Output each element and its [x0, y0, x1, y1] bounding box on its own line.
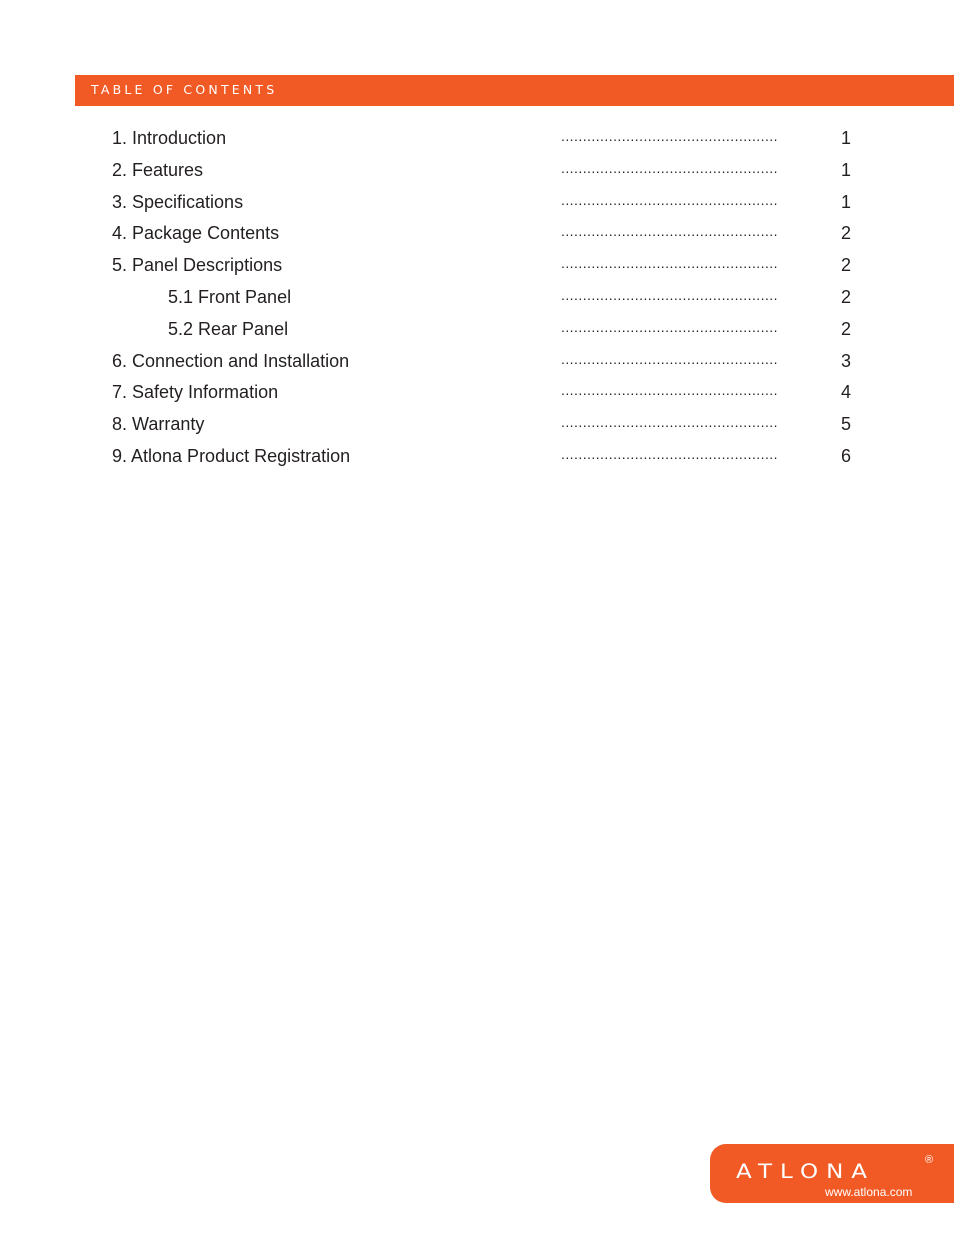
- page-title: TABLE OF CONTENTS: [91, 82, 278, 97]
- toc-page-number: 2: [840, 319, 851, 339]
- toc-entry-connection-installation[interactable]: [0, 349, 954, 373]
- toc-dot-leader: ..................................................: [561, 128, 778, 144]
- toc-dot-leader: ..................................................: [561, 319, 778, 335]
- toc-entry-label: 7. Safety Information: [112, 382, 279, 402]
- toc-entry-label: 4. Package Contents: [112, 223, 280, 243]
- toc-dot-leader: ..................................................: [561, 414, 778, 430]
- toc-page-number: 6: [840, 446, 851, 466]
- toc-entry-front-panel[interactable]: [0, 285, 954, 309]
- toc-page-number: 2: [840, 287, 851, 307]
- toc-entry-introduction[interactable]: [0, 126, 954, 150]
- toc-entry-product-registration[interactable]: [0, 444, 954, 468]
- toc-entry-label: 5. Panel Descriptions: [112, 255, 283, 275]
- toc-entry-label: 5.2 Rear Panel: [168, 319, 289, 339]
- toc-entry-panel-descriptions[interactable]: [0, 253, 954, 277]
- toc-entry-label: 3. Specifications: [112, 192, 244, 212]
- toc-dot-leader: ..................................................: [561, 382, 778, 398]
- logo-wordmark: ATLONA: [736, 1160, 876, 1184]
- toc-page-number: 2: [840, 255, 851, 275]
- toc-entry-safety-information[interactable]: [0, 380, 954, 404]
- toc-entry-label: 1. Introduction: [112, 128, 227, 148]
- toc-page-number: 1: [840, 128, 851, 148]
- toc-dot-leader: ..................................................: [561, 351, 778, 367]
- toc-entry-label: 2. Features: [112, 160, 204, 180]
- toc-entry-package-contents[interactable]: [0, 221, 954, 245]
- toc-entry-features[interactable]: [0, 158, 954, 182]
- toc-dot-leader: ..................................................: [561, 160, 778, 176]
- toc-dot-leader: ..................................................: [561, 192, 778, 208]
- toc-page-number: 2: [840, 223, 851, 243]
- atlona-logo: [710, 1144, 954, 1203]
- toc-page-number: 4: [840, 382, 851, 402]
- website-url: www.atlona.com: [825, 1185, 913, 1199]
- toc-entry-label: 5.1 Front Panel: [168, 287, 292, 307]
- toc-page-number: 1: [840, 160, 851, 180]
- toc-dot-leader: ..................................................: [561, 287, 778, 303]
- toc-page-number: 1: [840, 192, 851, 212]
- registered-mark: ®: [925, 1154, 934, 1166]
- toc-entry-rear-panel[interactable]: [0, 317, 954, 341]
- toc-entry-label: 6. Connection and Installation: [112, 351, 350, 371]
- toc-entry-specifications[interactable]: [0, 190, 954, 214]
- toc-entry-label: 8. Warranty: [112, 414, 205, 434]
- toc-dot-leader: ..................................................: [561, 223, 778, 239]
- toc-entry-warranty[interactable]: [0, 412, 954, 436]
- toc-page-number: 3: [840, 351, 851, 371]
- toc-entry-label: 9. Atlona Product Registration: [112, 446, 351, 466]
- toc-dot-leader: ..................................................: [561, 446, 778, 462]
- section-header-bar: [75, 75, 954, 106]
- toc-page-number: 5: [840, 414, 851, 434]
- toc-dot-leader: ..................................................: [561, 255, 778, 271]
